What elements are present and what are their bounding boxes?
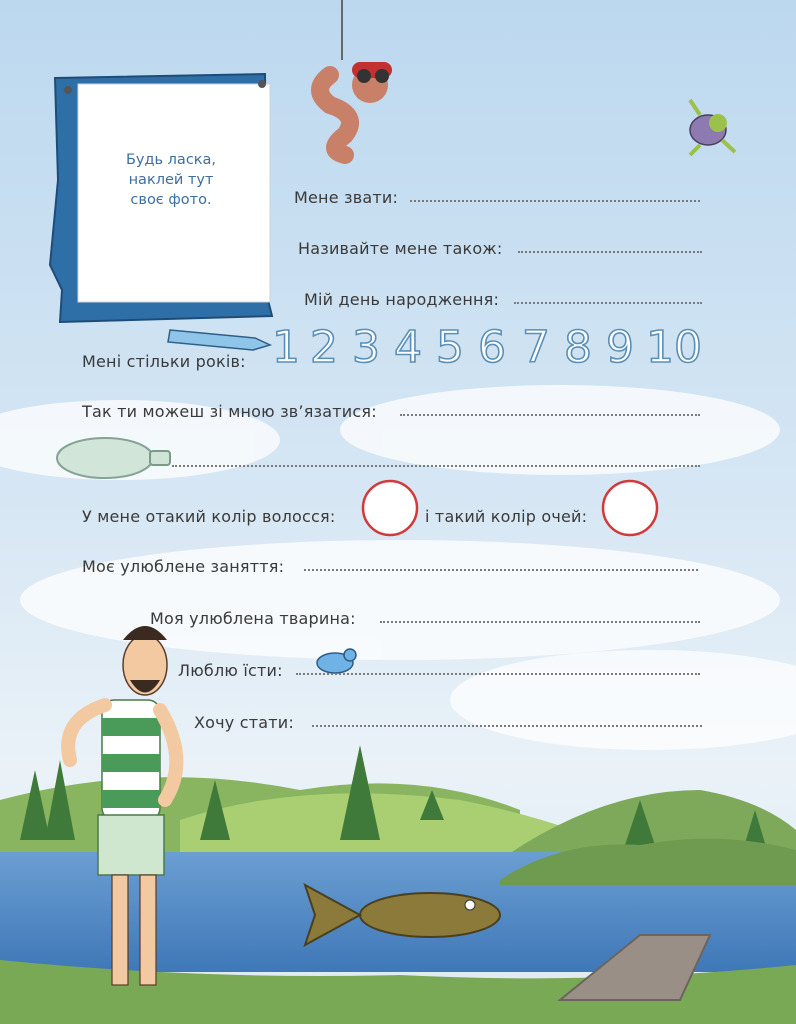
want-to-be-label: Хочу стати: (194, 713, 294, 732)
age-number-9[interactable]: 9 (606, 322, 634, 373)
age-number-6[interactable]: 6 (478, 322, 506, 373)
age-number-3[interactable]: 3 (352, 322, 380, 373)
food-label: Люблю їсти: (178, 661, 283, 680)
name-line[interactable] (410, 200, 700, 202)
age-number-7[interactable]: 7 (522, 322, 550, 373)
birthday-line[interactable] (514, 302, 702, 304)
hobby-line[interactable] (304, 569, 698, 571)
hobby-label: Моє улюблене заняття: (82, 557, 285, 576)
food-line[interactable] (296, 673, 700, 675)
animal-line[interactable] (380, 621, 700, 623)
contact-label: Так ти можеш зі мною зв’язатися: (82, 402, 377, 421)
contact-line-2[interactable] (172, 465, 700, 467)
age-number-4[interactable]: 4 (394, 322, 422, 373)
age-number-8[interactable]: 8 (564, 322, 592, 373)
animal-label: Моя улюблена тварина: (150, 609, 356, 628)
age-number-2[interactable]: 2 (310, 322, 338, 373)
birthday-label: Мій день народження: (304, 290, 500, 309)
photo-prompt-line1: Будь ласка, (125, 152, 217, 168)
age-number-1[interactable]: 1 (272, 322, 300, 373)
eye-color-circle[interactable] (603, 481, 657, 535)
contact-line-1[interactable] (400, 414, 700, 416)
want-to-be-line[interactable] (312, 725, 702, 727)
age-number-10[interactable]: 10 (646, 322, 702, 373)
age-label: Мені стільки років: (82, 352, 246, 371)
photo-prompt-line2: наклей тут (128, 172, 214, 188)
nickname-line[interactable] (518, 251, 702, 253)
hair-color-label: У мене отакий колір волосся: (82, 507, 336, 526)
photo-prompt-line3: своє фото. (130, 192, 212, 208)
nickname-label: Називайте мене також: (298, 239, 503, 258)
hair-color-circle[interactable] (363, 481, 417, 535)
eye-color-label: і такий колір очей: (425, 507, 588, 526)
age-number-5[interactable]: 5 (436, 322, 464, 373)
photo-prompt (96, 150, 246, 210)
name-label: Мене звати: (294, 188, 399, 207)
